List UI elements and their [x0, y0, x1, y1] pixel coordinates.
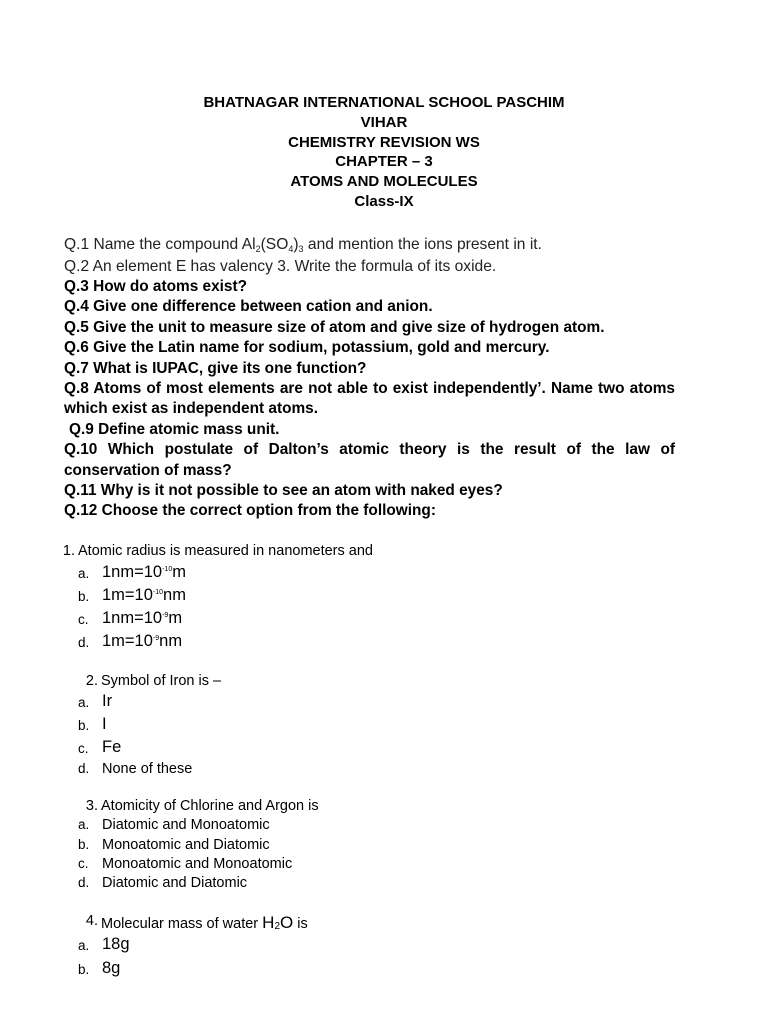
question-3: Q.3 How do atoms exist?: [64, 278, 248, 295]
mcq-2-number: 2.: [85, 673, 98, 689]
subject-title: CHEMISTRY REVISION WS: [288, 133, 480, 151]
mcq-3-option-c: c. Monoatomic and Monoatomic: [78, 856, 293, 872]
mcq-3-option-a: a. Diatomic and Monoatomic: [78, 817, 270, 833]
question-12: Q.12 Choose the correct option from the following:: [64, 502, 436, 520]
question-1: Q.1 Name the compound $Al_2(SO_4)_3$ and mention the ions present in it.: [64, 236, 542, 254]
question-6: Q.6 Give the Latin name for sodium, potassium, gold and mercury.: [64, 339, 550, 357]
mcq-1-text: Atomic radius is measured in nanometers and: [78, 543, 373, 559]
question-11: Q.11 Why is it not possible to see an atom with naked eyes?: [64, 482, 503, 500]
mcq-3-option-b: b. Monoatomic and Diatomic: [78, 837, 270, 853]
mcq-3-text: Atomicity of Chlorine and Argon is: [101, 798, 319, 814]
mcq-2-stem: [85, 673, 222, 689]
mcq-1-number: 1.: [62, 543, 75, 559]
mcq-1-option-d: d. $1m=10^{-9}nm$: [78, 632, 183, 650]
question-2: Q.2 An element E has valency 3. Write the formula of its oxide.: [64, 257, 497, 275]
mcq-2-option-c: c. Fe: [78, 738, 122, 756]
chapter-title: CHAPTER – 3: [335, 153, 433, 171]
mcq-2-option-b: b. I: [78, 715, 107, 733]
topic-title: ATOMS AND MOLECULES: [290, 173, 478, 191]
mcq-1-option-c: c. $1nm=10^{-9}m$: [78, 609, 183, 627]
question-4: Q.4 Give one difference between cation and anion.: [64, 298, 433, 316]
mcq-4-option-a: a. 18g: [78, 935, 130, 953]
school-name-line1: BHATNAGAR INTERNATIONAL SCHOOL PASCHIM: [203, 94, 565, 111]
mcq-1-option-b: b. $1m=10^{-10}nm$: [78, 586, 186, 604]
class-label: Class-IX: [354, 192, 414, 210]
question-9: Q.9 Define atomic mass unit.: [69, 420, 280, 438]
mcq-4-option-b: b. 8g: [78, 959, 121, 977]
mcq-3-option-d: d. Diatomic and Diatomic: [78, 875, 248, 891]
mcq-4-stem: [85, 913, 308, 933]
mcq-1-option-a: a. $1nm=10^{-10}m$: [78, 563, 186, 581]
school-name-line2: VIHAR: [360, 113, 408, 131]
question-8: Q.8 Atoms of most elements are not able to exist independently’. Name two atoms which exist as independent atoms.: [64, 380, 675, 418]
question-7: Q.7 What is IUPAC, give its one function?: [64, 359, 367, 377]
mcq-3-stem: [85, 798, 319, 814]
question-list: [64, 234, 675, 522]
mcq-2-option-d: d. None of these: [78, 761, 193, 777]
worksheet-header: [0, 93, 768, 212]
mcq-3-number: 3.: [85, 798, 98, 814]
question-5: Q.5 Give the unit to measure size of atom and give size of hydrogen atom.: [64, 318, 605, 336]
mcq-4-number: 4.: [85, 913, 98, 929]
mcq-2-option-a: a. Ir: [78, 692, 113, 710]
mcq-2-text: Symbol of Iron is –: [101, 673, 222, 689]
mcq-4-text: Molecular mass of water $H_2O$ is: [101, 913, 308, 932]
mcq-1-stem: [62, 543, 373, 559]
question-10: Q.10 Which postulate of Dalton’s atomic theory is the result of the law of conservation of mass?: [64, 441, 675, 479]
